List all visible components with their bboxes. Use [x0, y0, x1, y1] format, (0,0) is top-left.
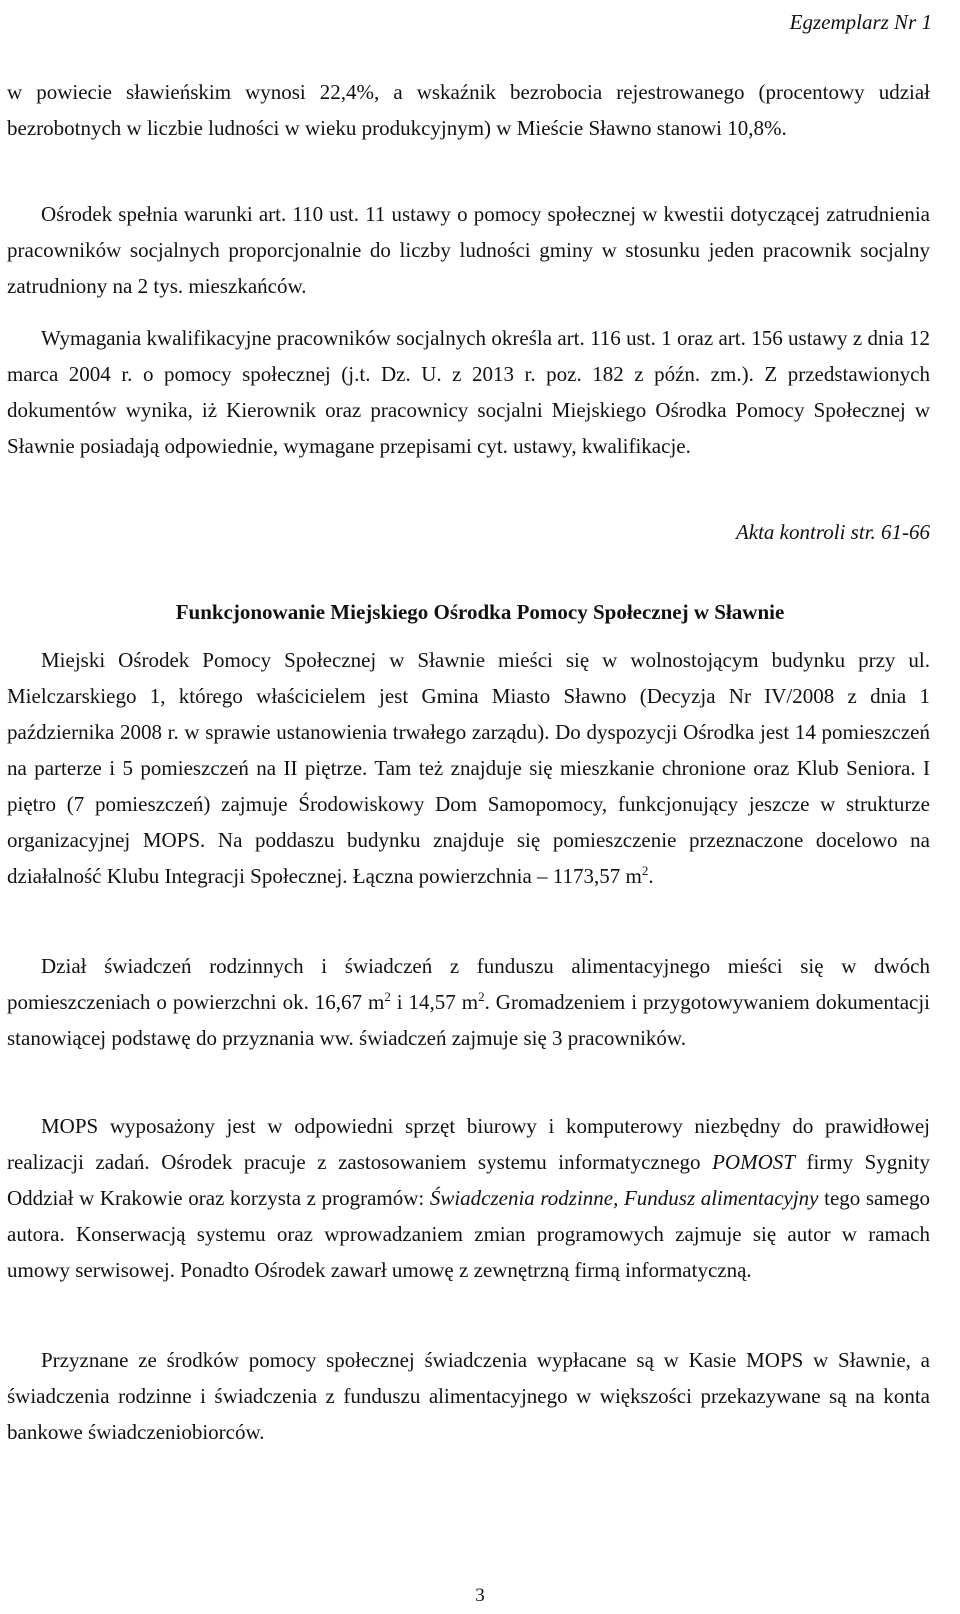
paragraph-equipment-a: MOPS wyposażony jest w odpowiedni sprzęt biurowy i komputerowy niezbędny do prawidłowej realizacji zadań. Ośrodek pracuje z zastosowaniem systemu informatycznego [7, 1114, 930, 1174]
paragraph-building [7, 642, 930, 894]
superscript: 2 [478, 989, 485, 1004]
paragraph-benefits-c: . Gromadzeniem i przygotowywaniem dokumentacji stanowiącej podstawę do przyznania ww. świadczeń zajmuje się 3 pracowników. [7, 990, 931, 1050]
paragraph-qualifications: Wymagania kwalifikacyjne pracowników socjalnych określa art. 116 ust. 1 oraz art. 156 ustawy z dnia 12 marca 2004 r. o pomocy społecznej (j.t. Dz. U. z 2013 r. poz. 182 z późn. zm.). Z przedstawionych dokumentów wynika, iż Kierownik oraz pracownicy socjalni Miejskiego Ośrodka Pomocy Społecznej w Sławnie posiadają odpowiednie, wymagane przepisami cyt. ustawy, kwalifikacje. [7, 326, 930, 458]
reference-note: Akta kontroli str. 61-66 [735, 520, 930, 544]
paragraph-equipment-c: tego samego autora. Konserwacją systemu oraz wprowadzaniem zmian programowych zajmuje się autor w ramach umowy serwisowej. Ponadto Ośrodek zawarł umowę z zewnętrzną firmą informatyczną. [7, 1186, 930, 1282]
paragraph-benefits-a: Dział świadczeń rodzinnych i świadczeń z funduszu alimentacyjnego mieści się w dwóch pomieszczeniach o powierzchni ok. 16,67 m [7, 954, 930, 1014]
superscript: 2 [641, 863, 649, 878]
paragraph-building-text: Miejski Ośrodek Pomocy Społecznej w Sławnie mieści się w wolnostojącym budynku przy ul. Mielczarskiego 1, którego właścicielem jest Gmina Miasto Sławno (Decyzja Nr IV/2008 z dnia 1 października 2008 r. w sprawie ustanowienia trwałego zarządu). Do dyspozycji Ośrodka jest 14 pomieszczeń na parterze i 5 pomieszczeń na II piętrze. Tam też znajduje się mieszkanie chronione oraz Klub Seniora. I piętro (7 pomieszczeń) zajmuje Środowiskowy Dom Samopomocy, funkcjonujący jeszcze w strukturze organizacyjnej MOPS. Na poddaszu budynku znajduje się pomieszczenie przeznaczone docelowo na działalność Klubu Integracji Społecznej. Łączna powierzchnia – 1173,57 m [7, 648, 930, 888]
paragraph-equipment [7, 1108, 930, 1288]
paragraph-benefits-b: i 14,57 m [390, 990, 479, 1014]
paragraph-equipment-b: firmy Sygnity Oddział w Krakowie oraz korzysta z programów: [7, 1150, 930, 1210]
paragraph-benefits-dept [7, 948, 930, 1056]
page-number: 3 [475, 1585, 485, 1606]
system-name: POMOST [712, 1150, 795, 1174]
copy-label: Egzemplarz Nr 1 [789, 10, 932, 34]
section-heading: Funkcjonowanie Miejskiego Ośrodka Pomocy Społecznej w Sławnie [175, 600, 785, 624]
paragraph-unemployment: w powiecie sławieńskim wynosi 22,4%, a wskaźnik bezrobocia rejestrowanego (procentowy udział bezrobotnych w liczbie ludności w wieku produkcyjnym) w Mieście Sławno stanowi 10,8%. [7, 80, 930, 140]
paragraph-building-end: . [648, 864, 654, 888]
program-names: Świadczenia rodzinne, Fundusz alimentacyjny [429, 1186, 819, 1210]
paragraph-staffing: Ośrodek spełnia warunki art. 110 ust. 11 ustawy o pomocy społecznej w kwestii dotyczącej zatrudnienia pracowników socjalnych proporcjonalnie do liczby ludności gminy w stosunku jeden pracownik socjalny zatrudniony na 2 tys. mieszkańców. [7, 202, 930, 298]
paragraph-payments: Przyznane ze środków pomocy społecznej świadczenia wypłacane są w Kasie MOPS w Sławnie, a świadczenia rodzinne i świadczenia z funduszu alimentacyjnego w większości przekazywane są na konta bankowe świadczeniobiorców. [7, 1348, 930, 1444]
superscript: 2 [384, 989, 391, 1004]
